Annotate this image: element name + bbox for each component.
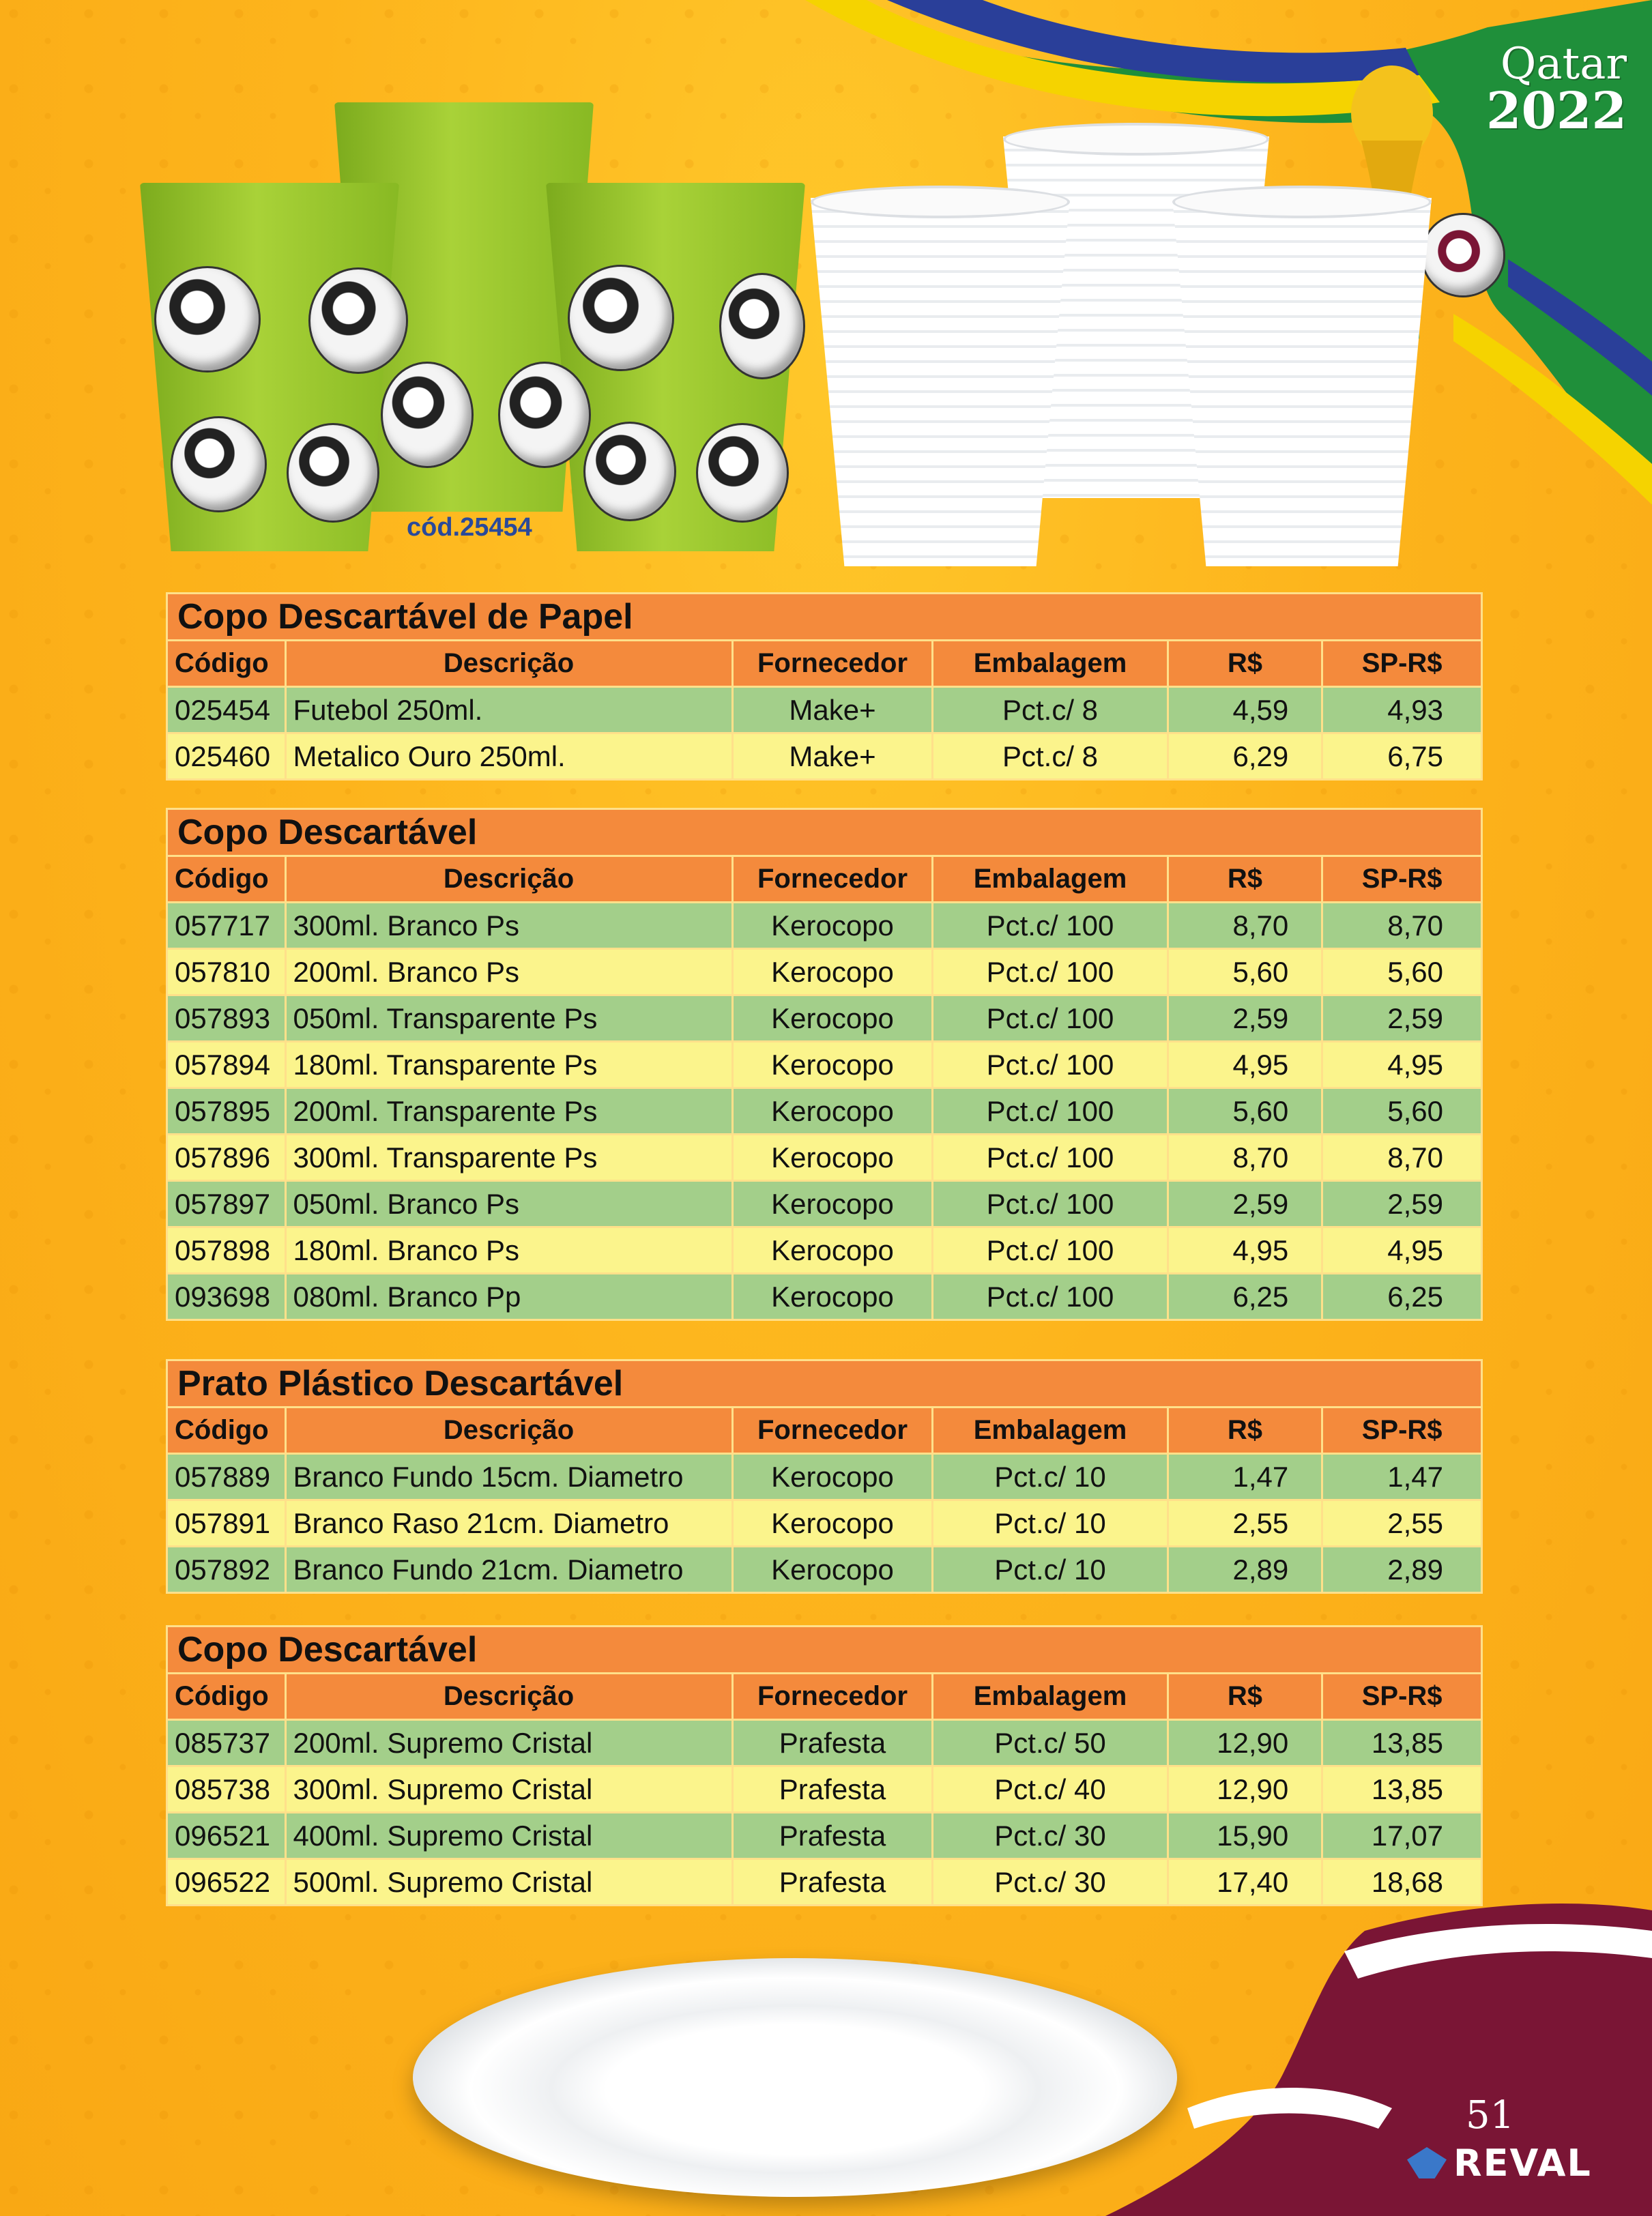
cell-package: Pct.c/ 100 (933, 995, 1168, 1042)
soccer-ball-icon (583, 422, 676, 521)
table-row (167, 1042, 1482, 1088)
cell-price: 2,59 (1168, 1181, 1322, 1227)
brand-name: REVAL (1453, 2141, 1592, 2185)
col-header-price-sp: SP-R$ (1322, 1408, 1482, 1454)
white-cup-left (811, 198, 1070, 566)
cell-description: 300ml. Supremo Cristal (285, 1766, 732, 1813)
price-table-plastic-plates (166, 1359, 1483, 1594)
price-table-paper-cups (166, 592, 1483, 781)
cell-description: 200ml. Supremo Cristal (285, 1720, 732, 1766)
col-header-description: Descrição (285, 1674, 732, 1720)
cell-description: 500ml. Supremo Cristal (285, 1859, 732, 1906)
cell-package: Pct.c/ 10 (933, 1500, 1168, 1547)
badge-line1: Qatar (1500, 39, 1627, 89)
cell-supplier: Prafesta (732, 1813, 933, 1859)
col-header-price: R$ (1168, 641, 1322, 687)
cell-supplier: Make+ (732, 733, 933, 780)
table-row (167, 1088, 1482, 1135)
cell-supplier: Prafesta (732, 1859, 933, 1906)
table-row (167, 949, 1482, 995)
cell-description: 050ml. Branco Ps (285, 1181, 732, 1227)
col-header-description: Descrição (285, 1408, 732, 1454)
cell-package: Pct.c/ 100 (933, 1042, 1168, 1088)
cell-price: 12,90 (1168, 1720, 1322, 1766)
cell-code: 096522 (167, 1859, 286, 1906)
cell-price-sp: 18,68 (1322, 1859, 1482, 1906)
cell-package: Pct.c/ 100 (933, 1227, 1168, 1274)
cell-supplier: Kerocopo (732, 1500, 933, 1547)
cell-code: 093698 (167, 1274, 286, 1320)
page-number: 51 (1466, 2093, 1515, 2138)
cell-package: Pct.c/ 10 (933, 1454, 1168, 1500)
cell-code: 057893 (167, 995, 286, 1042)
white-cup-right (1172, 198, 1432, 566)
price-table-crystal-cups (166, 1625, 1483, 1906)
cell-price-sp: 4,95 (1322, 1227, 1482, 1274)
table-title: Copo Descartável (167, 1627, 1482, 1674)
cell-code: 025460 (167, 733, 286, 780)
table-row (167, 1227, 1482, 1274)
cell-package: Pct.c/ 40 (933, 1766, 1168, 1813)
cell-package: Pct.c/ 100 (933, 949, 1168, 995)
soccer-ball-icon (154, 266, 261, 373)
cell-description: 180ml. Transparente Ps (285, 1042, 732, 1088)
table-title: Copo Descartável (167, 809, 1482, 856)
cell-package: Pct.c/ 100 (933, 903, 1168, 949)
table-title: Copo Descartável de Papel (167, 594, 1482, 641)
cell-price-sp: 1,47 (1322, 1454, 1482, 1500)
col-header-package: Embalagem (933, 1674, 1168, 1720)
cell-package: Pct.c/ 50 (933, 1720, 1168, 1766)
brand-logo-icon (1407, 2147, 1447, 2178)
cell-code: 057897 (167, 1181, 286, 1227)
product-code-label: cód.25454 (407, 513, 532, 542)
cell-price: 5,60 (1168, 1088, 1322, 1135)
cell-supplier: Make+ (732, 687, 933, 733)
soccer-ball-icon (719, 273, 805, 379)
col-header-code: Código (167, 856, 286, 903)
col-header-description: Descrição (285, 641, 732, 687)
col-header-code: Código (167, 1674, 286, 1720)
table-row (167, 1274, 1482, 1320)
cell-supplier: Kerocopo (732, 995, 933, 1042)
col-header-package: Embalagem (933, 856, 1168, 903)
cell-code: 025454 (167, 687, 286, 733)
col-header-code: Código (167, 641, 286, 687)
cell-supplier: Kerocopo (732, 1454, 933, 1500)
table-title: Prato Plástico Descartável (167, 1360, 1482, 1408)
cell-price-sp: 13,85 (1322, 1766, 1482, 1813)
cell-supplier: Prafesta (732, 1720, 933, 1766)
cell-price: 6,25 (1168, 1274, 1322, 1320)
cell-description: Futebol 250ml. (285, 687, 732, 733)
cell-package: Pct.c/ 8 (933, 733, 1168, 780)
cell-description: 180ml. Branco Ps (285, 1227, 732, 1274)
cell-price-sp: 2,89 (1322, 1547, 1482, 1593)
cell-description: 300ml. Transparente Ps (285, 1135, 732, 1181)
white-cup-rim (1172, 186, 1432, 218)
cell-description: 400ml. Supremo Cristal (285, 1813, 732, 1859)
cell-code: 057894 (167, 1042, 286, 1088)
col-header-price: R$ (1168, 1674, 1322, 1720)
col-header-price: R$ (1168, 1408, 1322, 1454)
table-row (167, 1813, 1482, 1859)
cell-code: 057892 (167, 1547, 286, 1593)
white-plate-image (413, 1958, 1177, 2197)
cell-code: 085737 (167, 1720, 286, 1766)
cell-price: 2,59 (1168, 995, 1322, 1042)
cell-code: 057889 (167, 1454, 286, 1500)
col-header-supplier: Fornecedor (732, 641, 933, 687)
cell-price: 15,90 (1168, 1813, 1322, 1859)
cell-package: Pct.c/ 100 (933, 1135, 1168, 1181)
qatar-2022-badge (1486, 39, 1627, 141)
cell-price: 5,60 (1168, 949, 1322, 995)
cell-price-sp: 2,59 (1322, 995, 1482, 1042)
col-header-supplier: Fornecedor (732, 1408, 933, 1454)
col-header-price-sp: SP-R$ (1322, 856, 1482, 903)
table-row (167, 995, 1482, 1042)
cell-code: 057717 (167, 903, 286, 949)
soccer-ball-icon (308, 267, 408, 374)
soccer-ball-icon (287, 423, 379, 523)
cell-code: 096521 (167, 1813, 286, 1859)
cell-price: 4,95 (1168, 1227, 1322, 1274)
table-row (167, 687, 1482, 733)
cell-supplier: Kerocopo (732, 1227, 933, 1274)
table-row (167, 1500, 1482, 1547)
col-header-package: Embalagem (933, 641, 1168, 687)
cell-price: 8,70 (1168, 903, 1322, 949)
cell-supplier: Kerocopo (732, 903, 933, 949)
col-header-supplier: Fornecedor (732, 856, 933, 903)
cell-description: 050ml. Transparente Ps (285, 995, 732, 1042)
cell-supplier: Prafesta (732, 1766, 933, 1813)
cell-price: 2,89 (1168, 1547, 1322, 1593)
soccer-ball-icon (381, 362, 474, 468)
cell-package: Pct.c/ 30 (933, 1859, 1168, 1906)
col-header-price-sp: SP-R$ (1322, 641, 1482, 687)
table-row (167, 733, 1482, 780)
cell-price-sp: 6,75 (1322, 733, 1482, 780)
table-row (167, 1859, 1482, 1906)
col-header-code: Código (167, 1408, 286, 1454)
cell-price: 6,29 (1168, 733, 1322, 780)
col-header-package: Embalagem (933, 1408, 1168, 1454)
cell-package: Pct.c/ 100 (933, 1181, 1168, 1227)
col-header-supplier: Fornecedor (732, 1674, 933, 1720)
table-row (167, 1181, 1482, 1227)
brand-logo (1407, 2142, 1592, 2183)
cell-price-sp: 5,60 (1322, 949, 1482, 995)
price-table-plastic-cups (166, 808, 1483, 1321)
cell-code: 057891 (167, 1500, 286, 1547)
cell-package: Pct.c/ 100 (933, 1088, 1168, 1135)
col-header-price-sp: SP-R$ (1322, 1674, 1482, 1720)
cell-code: 085738 (167, 1766, 286, 1813)
cell-description: Metalico Ouro 250ml. (285, 733, 732, 780)
cell-price-sp: 4,95 (1322, 1042, 1482, 1088)
cell-package: Pct.c/ 10 (933, 1547, 1168, 1593)
cell-supplier: Kerocopo (732, 1181, 933, 1227)
cell-price: 4,95 (1168, 1042, 1322, 1088)
cell-description: 300ml. Branco Ps (285, 903, 732, 949)
cell-description: Branco Fundo 21cm. Diametro (285, 1547, 732, 1593)
cell-price-sp: 5,60 (1322, 1088, 1482, 1135)
soccer-ball-icon (171, 416, 267, 512)
cell-package: Pct.c/ 30 (933, 1813, 1168, 1859)
cell-supplier: Kerocopo (732, 1042, 933, 1088)
col-header-price: R$ (1168, 856, 1322, 903)
cell-price-sp: 13,85 (1322, 1720, 1482, 1766)
cell-price-sp: 2,59 (1322, 1181, 1482, 1227)
table-row (167, 903, 1482, 949)
cell-description: 080ml. Branco Pp (285, 1274, 732, 1320)
cell-code: 057896 (167, 1135, 286, 1181)
cell-price-sp: 17,07 (1322, 1813, 1482, 1859)
cell-package: Pct.c/ 8 (933, 687, 1168, 733)
cell-code: 057895 (167, 1088, 286, 1135)
cell-price-sp: 8,70 (1322, 1135, 1482, 1181)
white-cup-rim (811, 186, 1070, 218)
cell-price: 4,59 (1168, 687, 1322, 733)
cell-supplier: Kerocopo (732, 949, 933, 995)
badge-line2: 2022 (1486, 82, 1627, 141)
cell-price: 1,47 (1168, 1454, 1322, 1500)
table-row (167, 1454, 1482, 1500)
table-row (167, 1547, 1482, 1593)
cell-price-sp: 2,55 (1322, 1500, 1482, 1547)
table-row (167, 1135, 1482, 1181)
cell-price-sp: 8,70 (1322, 903, 1482, 949)
cell-price-sp: 4,93 (1322, 687, 1482, 733)
table-row (167, 1766, 1482, 1813)
soccer-ball-icon (498, 362, 591, 468)
cell-code: 057810 (167, 949, 286, 995)
cell-package: Pct.c/ 100 (933, 1274, 1168, 1320)
cell-price: 17,40 (1168, 1859, 1322, 1906)
cell-price-sp: 6,25 (1322, 1274, 1482, 1320)
cell-supplier: Kerocopo (732, 1547, 933, 1593)
cell-price: 8,70 (1168, 1135, 1322, 1181)
soccer-ball-icon (1421, 213, 1505, 297)
cell-description: 200ml. Branco Ps (285, 949, 732, 995)
white-cup-rim (1003, 123, 1269, 156)
table-row (167, 1720, 1482, 1766)
cell-description: Branco Fundo 15cm. Diametro (285, 1454, 732, 1500)
cell-price: 2,55 (1168, 1500, 1322, 1547)
cell-code: 057898 (167, 1227, 286, 1274)
cell-supplier: Kerocopo (732, 1135, 933, 1181)
cell-description: Branco Raso 21cm. Diametro (285, 1500, 732, 1547)
col-header-description: Descrição (285, 856, 732, 903)
soccer-ball-icon (568, 265, 674, 371)
soccer-ball-icon (696, 423, 789, 523)
cell-price: 12,90 (1168, 1766, 1322, 1813)
cell-supplier: Kerocopo (732, 1274, 933, 1320)
cell-supplier: Kerocopo (732, 1088, 933, 1135)
cell-description: 200ml. Transparente Ps (285, 1088, 732, 1135)
